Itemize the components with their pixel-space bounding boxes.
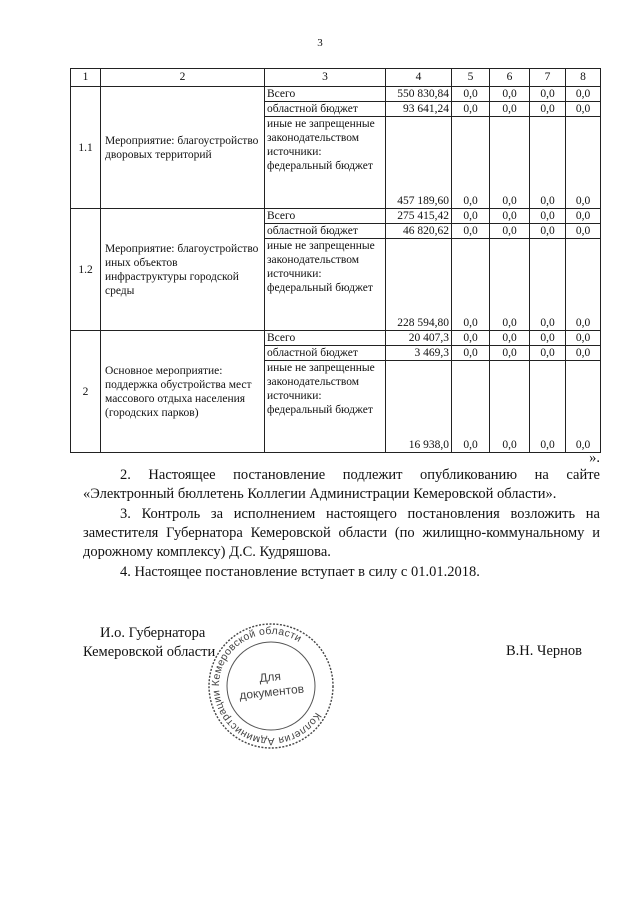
year-value-cell: 0,0 [530,361,566,453]
column-header: 5 [452,69,490,87]
year-value-cell: 0,0 [530,346,566,361]
table-row [71,209,601,224]
amount-cell: 550 830,84 [386,87,452,102]
closing-quote: ». [589,450,600,466]
paragraph-effective-date: 4. Настоящее постановление вступает в силу с 01.01.2018. [120,564,480,580]
column-header: 4 [386,69,452,87]
seal-center-line2: документов [238,681,305,703]
amount-cell: 46 820,62 [386,224,452,239]
year-value-cell: 0,0 [490,209,530,224]
column-header: 6 [490,69,530,87]
year-value-cell: 0,0 [566,239,601,331]
year-value-cell: 0,0 [530,87,566,102]
year-value-cell: 0,0 [490,102,530,117]
year-value-cell: 0,0 [490,87,530,102]
year-value-cell: 0,0 [490,361,530,453]
page-number: 3 [317,37,323,49]
amount-cell: 275 415,42 [386,209,452,224]
funding-source: Всего [265,331,386,346]
year-value-cell: 0,0 [452,209,490,224]
column-header: 7 [530,69,566,87]
signatory-title [83,624,215,662]
column-header: 3 [265,69,386,87]
amount-cell: 20 407,3 [386,331,452,346]
year-value-cell: 0,0 [490,239,530,331]
seal-center-line1: Для [258,668,282,686]
table-header-row [71,69,601,87]
funding-source: Всего [265,209,386,224]
year-value-cell: 0,0 [530,331,566,346]
funding-source: иные не запрещенные законодательством источники: федеральный бюджет [265,117,386,209]
item-number: 1.1 [71,87,101,209]
signatory-title-line1: И.о. Губернатора [100,625,206,641]
year-value-cell: 0,0 [566,224,601,239]
year-value-cell: 0,0 [566,346,601,361]
measure-name: Мероприятие: благоустройство иных объектов инфраструктуры городской среды [101,209,265,331]
year-value-cell: 0,0 [452,331,490,346]
funding-source: областной бюджет [265,346,386,361]
year-value-cell: 0,0 [452,102,490,117]
funding-source: областной бюджет [265,102,386,117]
year-value-cell: 0,0 [566,209,601,224]
column-header: 2 [101,69,265,87]
column-header: 8 [566,69,601,87]
year-value-cell: 0,0 [452,361,490,453]
amount-cell: 457 189,60 [386,117,452,209]
funding-source: иные не запрещенные законодательством источники: федеральный бюджет [265,239,386,331]
year-value-cell: 0,0 [530,209,566,224]
year-value-cell: 0,0 [452,346,490,361]
measure-name: Мероприятие: благоустройство дворовых территорий [101,87,265,209]
item-number: 1.2 [71,209,101,331]
amount-cell: 16 938,0 [386,361,452,453]
seal-stamp [206,621,336,751]
table-row [71,87,601,102]
funding-source: Всего [265,87,386,102]
year-value-cell: 0,0 [452,239,490,331]
year-value-cell: 0,0 [530,117,566,209]
item-number: 2 [71,331,101,453]
year-value-cell: 0,0 [452,224,490,239]
amount-cell: 93 641,24 [386,102,452,117]
year-value-cell: 0,0 [530,239,566,331]
amount-cell: 228 594,80 [386,239,452,331]
year-value-cell: 0,0 [566,331,601,346]
year-value-cell: 0,0 [530,224,566,239]
funding-source: областной бюджет [265,224,386,239]
seal-ring-text: Коллегия Администрации Кемеровской области [209,624,324,748]
year-value-cell: 0,0 [490,331,530,346]
column-header: 1 [71,69,101,87]
amount-cell: 3 469,3 [386,346,452,361]
budget-table [70,68,601,453]
year-value-cell: 0,0 [530,102,566,117]
year-value-cell: 0,0 [490,117,530,209]
paragraph-control: 3. Контроль за исполнением настоящего постановления возложить на заместителя Губернатора Кемеровской области (по жилищно-коммунальному и дорожному комплексу) Д.С. Кудряшова. [83,506,600,560]
paragraph-publication: 2. Настоящее постановление подлежит опубликованию на сайте «Электронный бюллетень Коллегии Администрации Кемеровской области». [83,467,600,502]
year-value-cell: 0,0 [566,361,601,453]
measure-name: Основное мероприятие: поддержка обустройства мест массового отдыха населения (городских парков) [101,331,265,453]
signatory-name: В.Н. Чернов [506,643,582,659]
year-value-cell: 0,0 [490,224,530,239]
year-value-cell: 0,0 [490,346,530,361]
signatory-title-line2: Кемеровской области [83,644,216,660]
funding-source: иные не запрещенные законодательством источники: федеральный бюджет [265,361,386,453]
year-value-cell: 0,0 [566,102,601,117]
year-value-cell: 0,0 [452,87,490,102]
year-value-cell: 0,0 [452,117,490,209]
table-row [71,331,601,346]
year-value-cell: 0,0 [566,87,601,102]
year-value-cell: 0,0 [566,117,601,209]
